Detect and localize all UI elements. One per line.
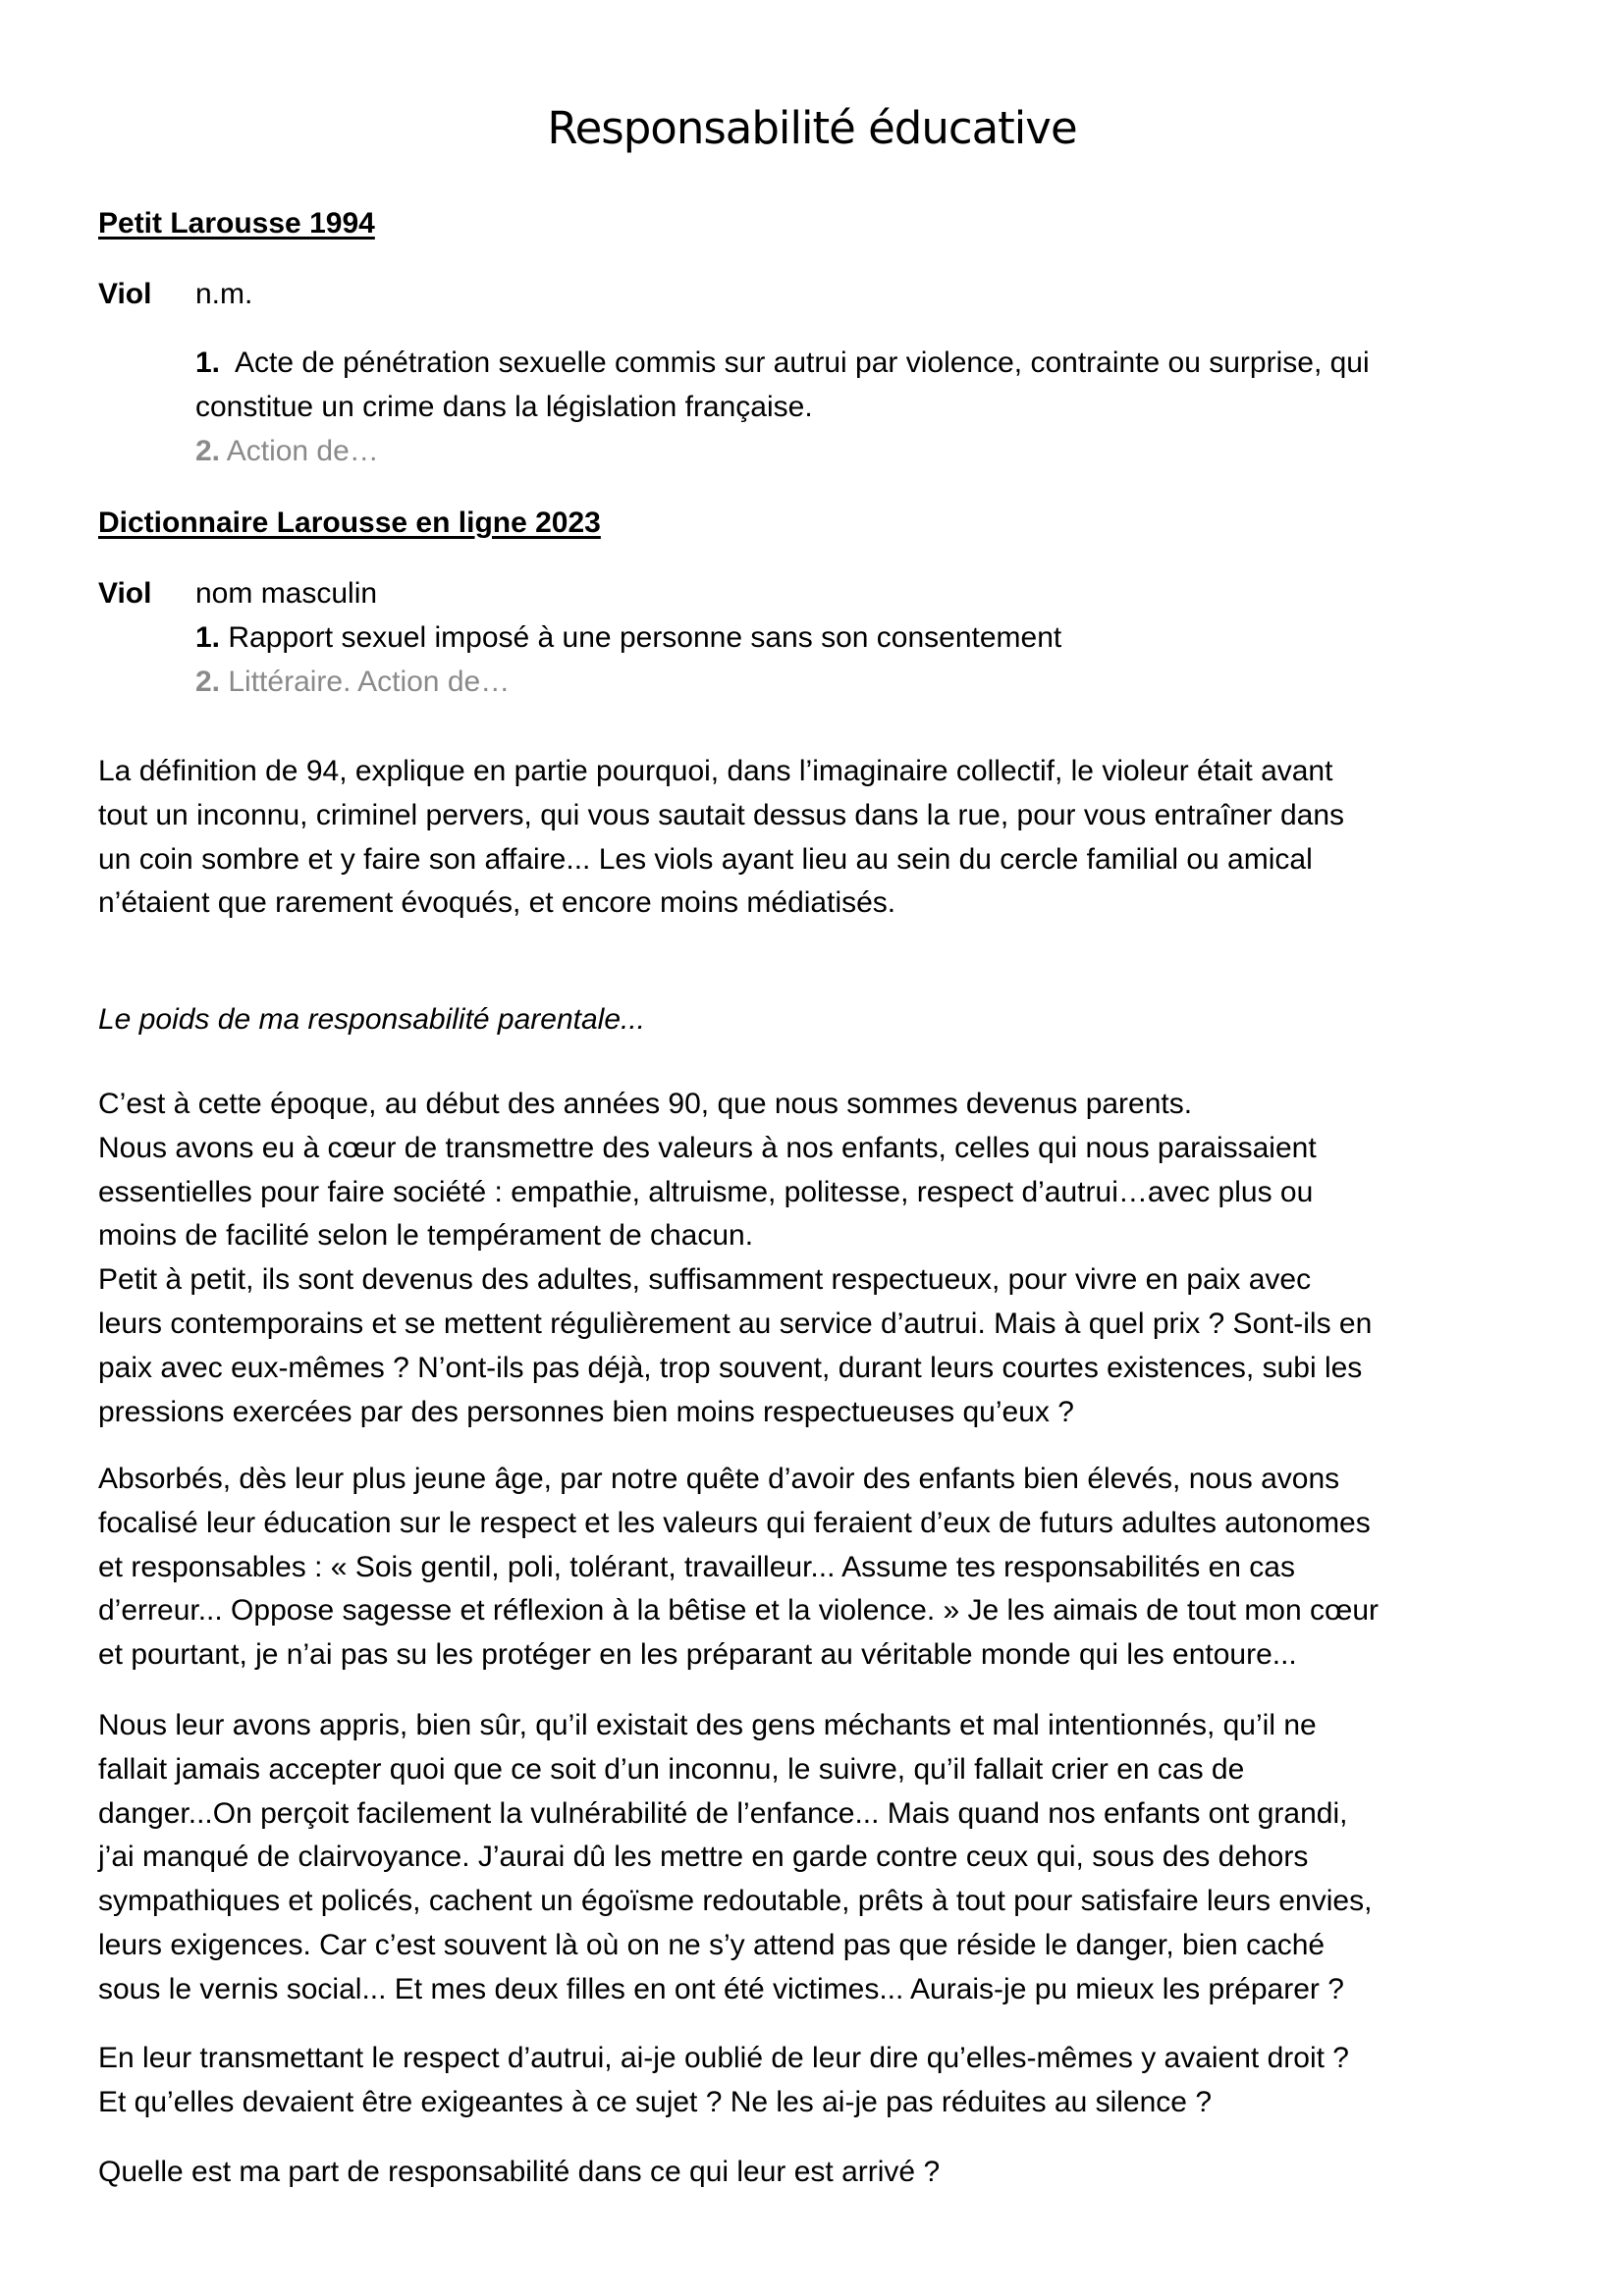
paragraph-line: sympathiques et policés, cachent un égoïsme redoutable, prêts à tout pour satisfaire leurs envies, [98, 1885, 1373, 1918]
paragraph-line: Nous avons eu à cœur de transmettre des valeurs à nos enfants, celles qui nous paraissaient [98, 1131, 1317, 1164]
definition-1-2023 [195, 615, 1061, 660]
paragraph-line: pressions exercées par des personnes bien moins respectueuses qu’eux ? [98, 1395, 1074, 1428]
paragraph-line: un coin sombre et y faire son affaire... Les viols ayant lieu au sein du cercle familial ou amical [98, 842, 1313, 876]
part-of-speech-2023: nom masculin [195, 577, 378, 610]
paragraph-definition-commentary [98, 750, 1344, 926]
definition-1-1994 [195, 341, 1370, 385]
definition-2-2023 [195, 660, 510, 704]
paragraph-respect-question [98, 2037, 1349, 2125]
paragraph-warnings [98, 1704, 1372, 2012]
paragraph-line: et pourtant, je n’ai pas su les protéger en les préparant au véritable monde qui les entoure... [98, 1638, 1297, 1672]
paragraph-line: Petit à petit, ils sont devenus des adultes, suffisamment respectueux, pour vivre en paix avec [98, 1263, 1312, 1297]
definition-2-1994 [195, 429, 379, 473]
definition-text: Action de… [226, 435, 379, 467]
paragraph-line: Nous leur avons appris, bien sûr, qu’il existait des gens méchants et mal intentionnés, qu’il ne [98, 1709, 1317, 1741]
paragraph-education-focus [98, 1458, 1379, 1678]
term-viol-2023: Viol [98, 577, 152, 610]
paragraph-line: d’erreur... Oppose sagesse et réflexion à la bêtise et la violence. » Je les aimais de tout mon cœur [98, 1594, 1380, 1628]
paragraph-line: moins de facilité selon le tempérament de chacun. [98, 1219, 754, 1253]
definition-1-1994-continued: constitue un crime dans la législation française. [195, 391, 813, 423]
document-title: Responsabilité éducative [547, 102, 1077, 154]
section-heading-petit-larousse: Petit Larousse 1994 [98, 207, 375, 240]
paragraph-line: En leur transmettant le respect d’autrui, ai-je oublié de leur dire qu’elles-mêmes y avaient droit ? [98, 2042, 1349, 2074]
closing-question: Quelle est ma part de responsabilité dans ce qui leur est arrivé ? [98, 2156, 941, 2188]
definition-number: 1. [195, 347, 221, 379]
paragraph-line: fallait jamais accepter quoi que ce soit d’un inconnu, le suivre, qu’il fallait crier en cas de [98, 1752, 1245, 1786]
paragraph-line: j’ai manqué de clairvoyance. J’aurai dû les mettre en garde contre ceux qui, sous des dehors [98, 1841, 1309, 1874]
paragraph-line: La définition de 94, explique en partie pourquoi, dans l’imaginaire collectif, le violeur était avant [98, 755, 1333, 787]
paragraph-line: tout un inconnu, criminel pervers, qui vous sautait dessus dans la rue, pour vous entraîner dans [98, 798, 1345, 831]
paragraph-line: sous le vernis social... Et mes deux filles en ont été victimes... Aurais-je pu mieux les préparer ? [98, 1972, 1344, 2005]
definition-text: Littéraire. Action de… [228, 666, 511, 698]
paragraph-line: focalisé leur éducation sur le respect et les valeurs qui feraient d’eux de futurs adultes autonomes [98, 1506, 1371, 1539]
section-heading-larousse-en-ligne: Dictionnaire Larousse en ligne 2023 [98, 507, 601, 539]
paragraph-line: Et qu’elles devaient être exigeantes à ce sujet ? Ne les ai-je pas réduites au silence ? [98, 2085, 1213, 2118]
paragraph-line: essentielles pour faire société : empathie, altruisme, politesse, respect d’autrui…avec plus ou [98, 1175, 1314, 1208]
paragraph-line: n’étaient que rarement évoqués, et encore moins médiatisés. [98, 886, 896, 920]
paragraph-line: paix avec eux-mêmes ? N’ont-ils pas déjà, trop souvent, durant leurs courtes existences, subi les [98, 1351, 1363, 1384]
definition-text: Acte de pénétration sexuelle commis sur autrui par violence, contrainte ou surprise, qui [235, 347, 1370, 379]
paragraph-line: Absorbés, dès leur plus jeune âge, par notre quête d’avoir des enfants bien élevés, nous avons [98, 1463, 1340, 1495]
paragraph-line: et responsables : « Sois gentil, poli, tolérant, travailleur... Assume tes responsabilités en cas [98, 1550, 1295, 1583]
definition-number: 1. [195, 621, 221, 654]
term-viol-1994: Viol [98, 278, 152, 310]
paragraph-line: leurs exigences. Car c’est souvent là où on ne s’y attend pas que réside le danger, bien caché [98, 1928, 1326, 1961]
definition-number: 2. [195, 666, 221, 698]
section-subtitle: Le poids de ma responsabilité parentale... [98, 1003, 646, 1036]
paragraph-line: leurs contemporains et se mettent régulièrement au service d’autrui. Mais à quel prix ? Sont-ils en [98, 1307, 1373, 1340]
part-of-speech-1994: n.m. [195, 278, 253, 310]
definition-text: Rapport sexuel imposé à une personne sans son consentement [228, 621, 1062, 654]
definition-number: 2. [195, 435, 221, 467]
paragraph-line: danger...On perçoit facilement la vulnérabilité de l’enfance... Mais quand nos enfants ont grandi, [98, 1796, 1348, 1830]
paragraph-line: C’est à cette époque, au début des années 90, que nous sommes devenus parents. [98, 1088, 1193, 1120]
paragraph-becoming-parents [98, 1083, 1372, 1434]
